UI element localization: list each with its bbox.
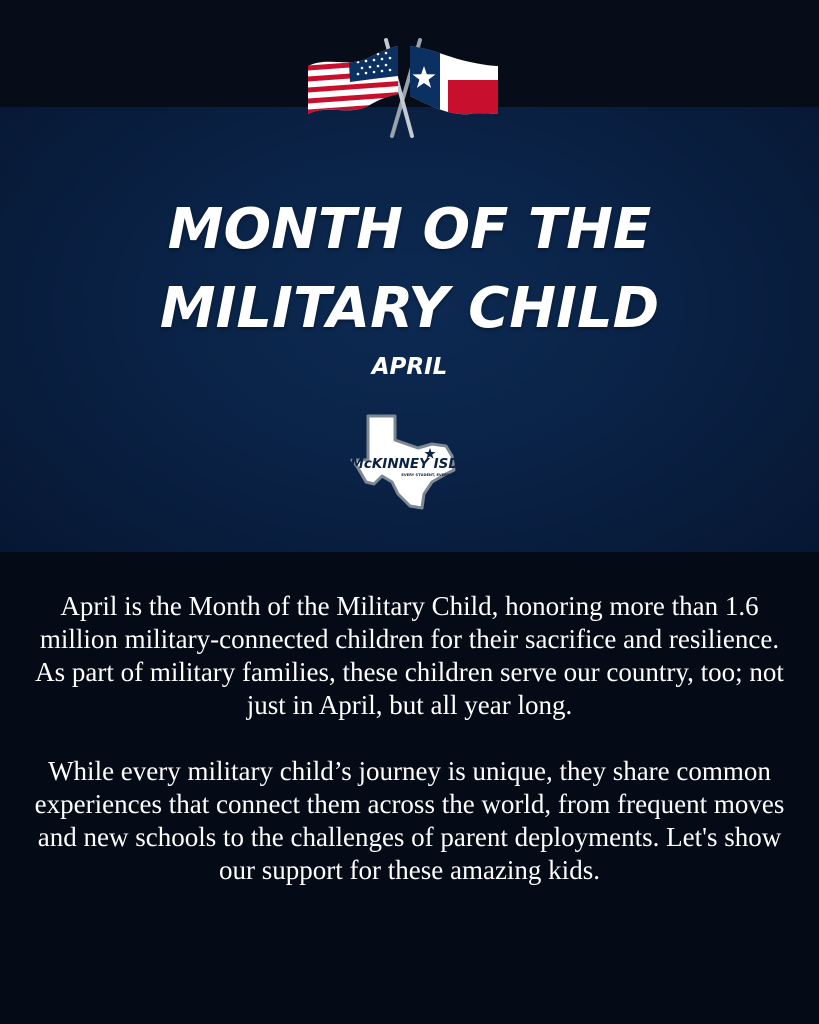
title-line-2: MILITARY CHILD [159,276,660,341]
paragraph-2: While every military child’s journey is unique, they share common experiences that connect them across the world, from frequent moves and new schools to the challenges of parent deployments. Let's show our support for these amazing kids. [34,756,785,885]
texas-map-logo-icon [348,410,466,514]
texas-flag-icon [400,36,505,140]
month-label: APRIL [371,354,448,380]
logo-name: McKINNEY ISD [350,456,460,472]
page-title [0,190,819,348]
paragraph-1: April is the Month of the Military Child, honoring more than 1.6 million military-connected children for their sacrifice and resilience. As part of military families, these children serve our country, too; not just in April, but all year long. [35,591,784,720]
title-line-1: MONTH OF THE [167,197,652,262]
us-flag-icon [300,36,400,126]
crossed-flags-icon [300,36,505,140]
logo-tagline: EVERY STUDENT, EVERY DAY [401,473,459,477]
body-text [30,590,789,887]
